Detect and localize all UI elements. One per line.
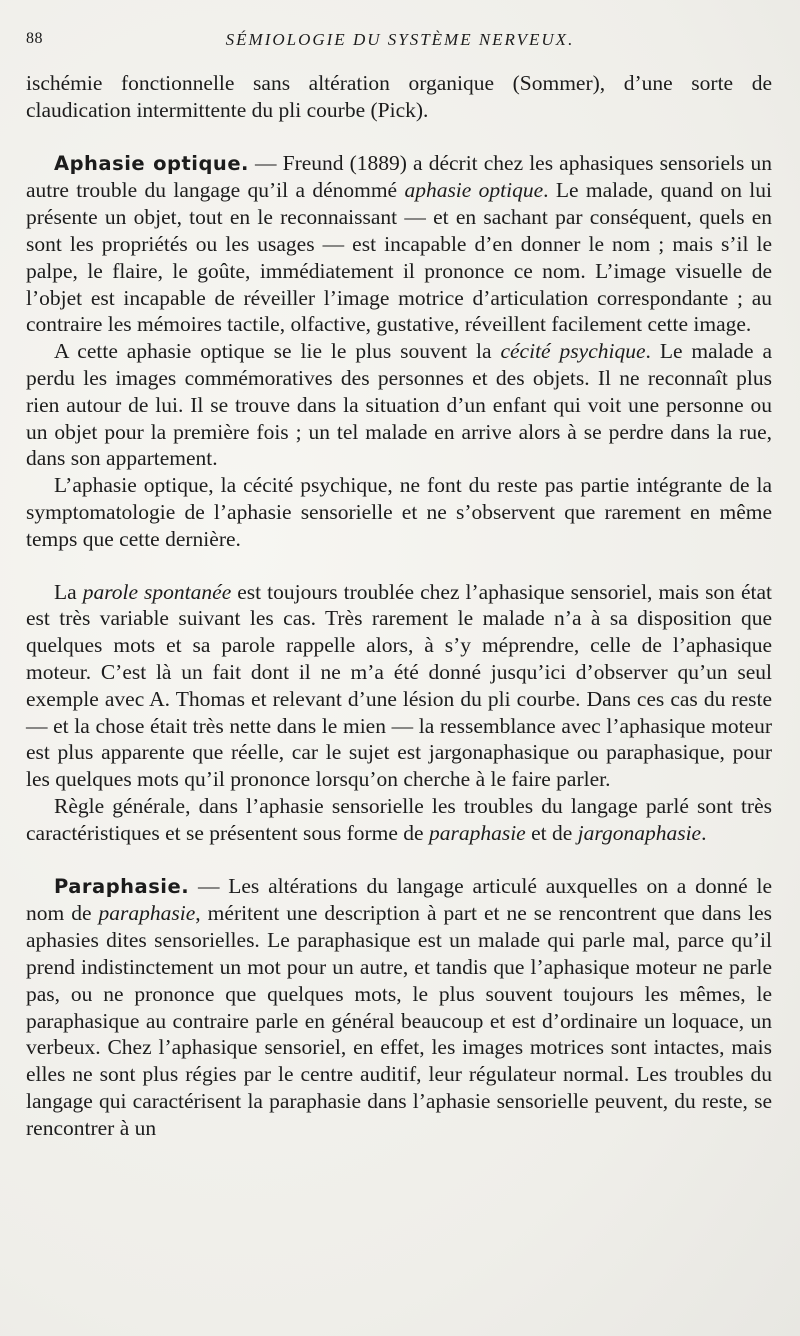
page-number: 88 (26, 30, 43, 47)
emphasis-text: parole spontanée (82, 579, 232, 604)
paragraph-text: — Freund (1889) a décrit chez les aphasiques sensoriels un autre trouble du langage qu’il a dénommé (26, 150, 772, 203)
paragraph-text: . (701, 820, 707, 845)
paragraph-continuation (26, 70, 772, 124)
paragraph-text: . Le malade a perdu les images commémoratives des personnes et des objets. Il ne reconnaît plus rien autour de lui. Il se trouve dans la situation d’un enfant qui voit une personne ou un objet pour la première fois ; un tel malade en arrive alors à se perdre dans la rue, dans son appartement. (26, 339, 772, 471)
paragraph-text: , méritent une description à part et ne se rencontrent que dans les aphasies dites sensorielles. Le paraphasique est un malade qui parle mal, parce qu’il prend indistinctement un mot pour un autre, et tandis que l’aphasique moteur ne parle pas, ou ne prononce que quelques mots, le plus souvent toujours les mêmes, le paraphasique au contraire parle en général beaucoup et est d’ordinaire un loquace, un verbeux. Chez l’aphasique sensoriel, en effet, les images motrices sont intactes, mais elles ne sont plus régies par le centre auditif, leur régulateur normal. Les troubles du langage qui caractérisent la paraphasie dans l’aphasie sensorielle peuvent, du reste, se rencontrer à un (26, 901, 772, 1140)
paragraph-cecite-psychique (26, 338, 772, 472)
emphasis-text: paraphasie (98, 901, 196, 926)
paragraph-symptomatologie (26, 472, 772, 552)
emphasis-text: aphasie optique (404, 178, 544, 203)
paragraph-parole-spontanee (26, 579, 772, 793)
page-header (26, 30, 774, 56)
running-title: SÉMIOLOGIE DU SYSTÈME NERVEUX. (225, 30, 575, 49)
paragraph-text: . Le malade, quand on lui présente un objet, tout en le reconnaissant — et en sachant par conséquent, quels en sont les propriétés ou les usages — est incapable d’en donner le nom ; mais s’il le palpe, le flaire, le goûte, immédiatement il prononce ce nom. L’image visuelle de l’objet est incapable de réveiller l’image motrice d’articulation correspondante ; au contraire les mémoires tactile, olfactive, gustative, réveillent facilement cette image. (26, 178, 773, 337)
paragraph-text: ischémie fonctionnelle sans altération organique (Sommer), d’une sorte de claudication intermittente du pli courbe (Pick). (26, 71, 772, 122)
section-heading-paraphasie: Paraphasie. (54, 874, 190, 898)
paragraph-text: A cette aphasie optique se lie le plus souvent la (54, 339, 501, 364)
emphasis-text: jargonaphasie (577, 820, 702, 845)
paragraph-text: — Les altérations du langage articulé auxquelles on a donné le nom de (26, 873, 772, 926)
paragraph-text: et de (525, 820, 578, 845)
section-heading-aphasie-optique: Aphasie optique. (54, 151, 249, 175)
paragraph-aphasie-optique (26, 150, 772, 339)
emphasis-text: cécité psychique (500, 339, 646, 364)
paragraph-regle-generale (26, 793, 772, 847)
emphasis-text: paraphasie (428, 820, 526, 845)
paragraph-text: Règle générale, dans l’aphasie sensorielle les troubles du langage parlé sont très caractéristiques et se présentent sous forme de (26, 793, 772, 845)
paragraph-text: est toujours troublée chez l’aphasique sensoriel, mais son état est très variable suivant les cas. Très rarement le malade n’a à sa disposition que quelques mots et sa parole rappelle alors, à s’y méprendre, celle de l’aphasique moteur. C’est là un fait dont il ne m’a été donné jusqu’ici d’observer qu’un seul exemple avec A. Thomas et relevant d’une lésion du pli courbe. Dans ces cas du reste — et la chose était très nette dans le mien — la ressemblance avec l’aphasique moteur est plus apparente que réelle, car le sujet est jargonaphasique ou paraphasique, pour les quelques mots qu’il prononce lorsqu’on cherche à le faire parler. (26, 579, 772, 792)
paragraph-text: L’aphasie optique, la cécité psychique, ne font du reste pas partie intégrante de la symptomatologie de l’aphasie sensorielle et ne s’observent que rarement en même temps que cette dernière. (26, 473, 772, 551)
page-body (26, 70, 772, 1141)
paragraph-paraphasie (26, 873, 772, 1142)
paragraph-text: La (54, 579, 83, 604)
